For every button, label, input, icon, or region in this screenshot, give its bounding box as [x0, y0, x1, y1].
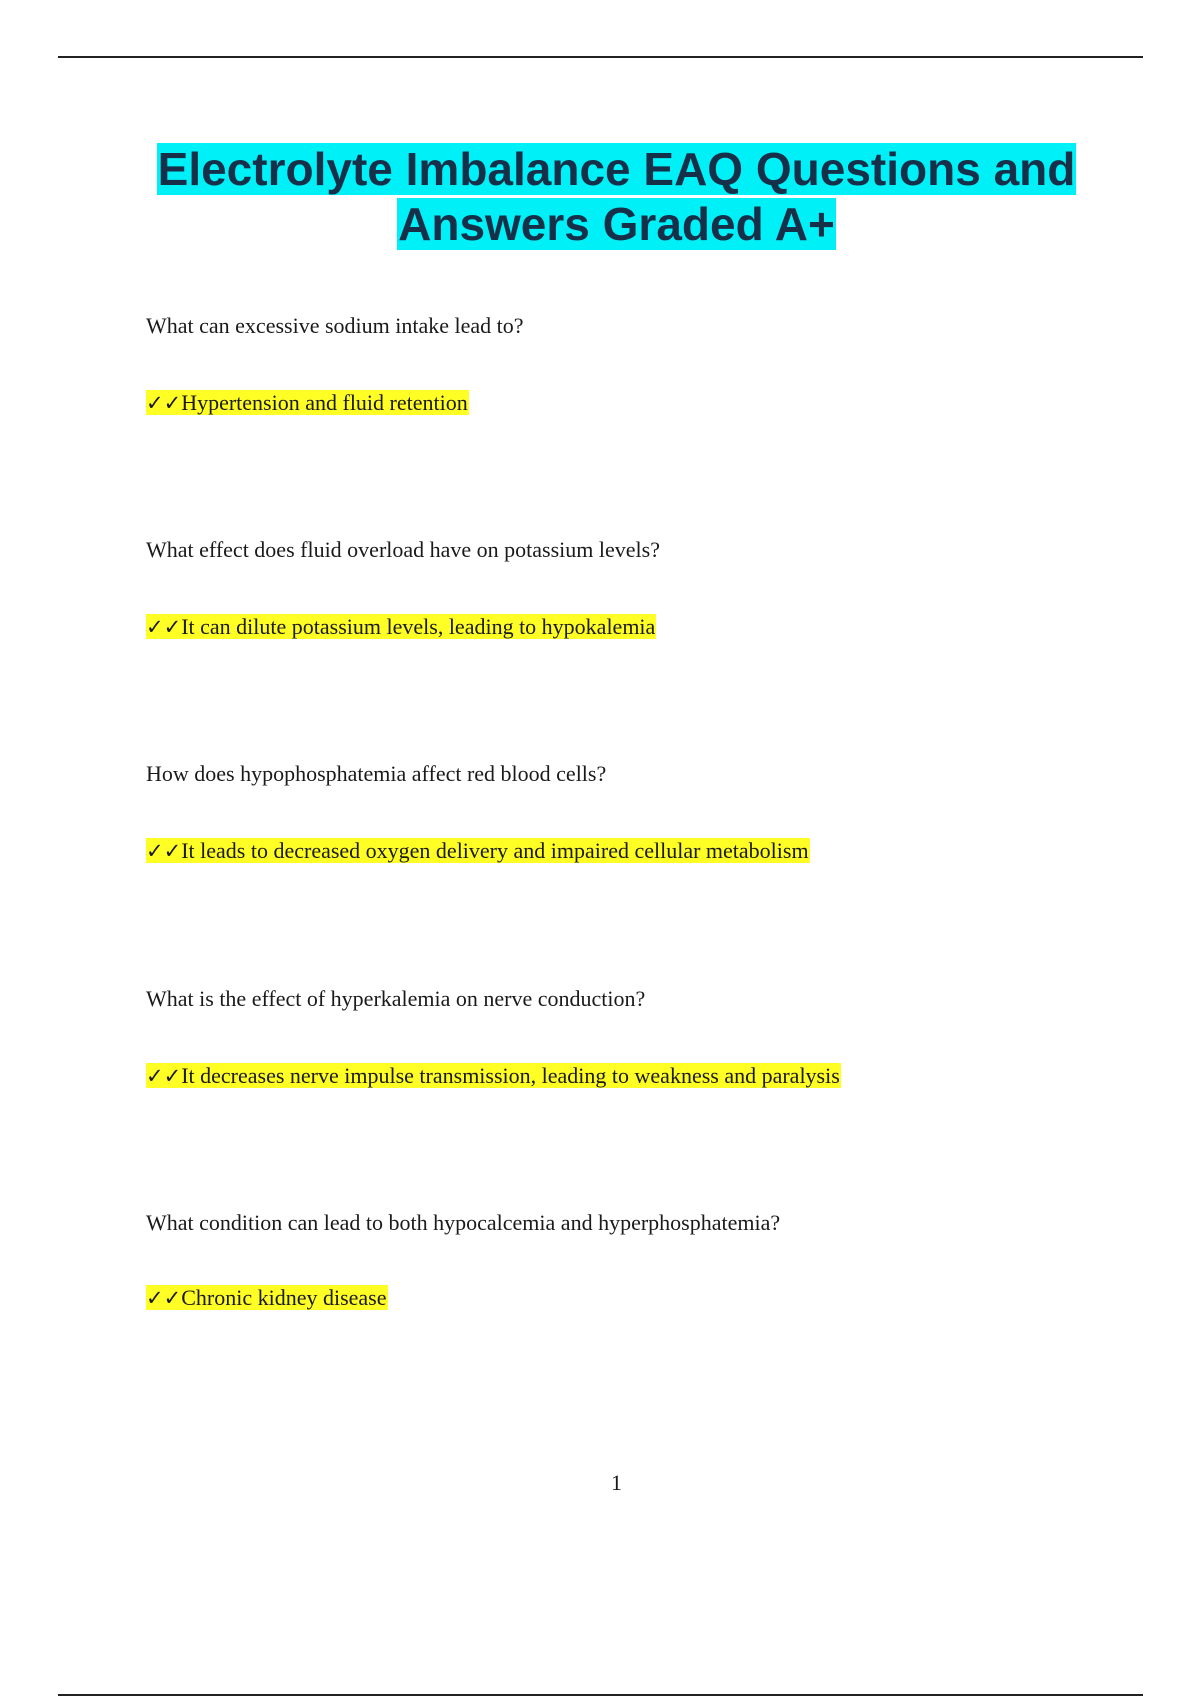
double-check-icon: ✓✓: [146, 615, 182, 639]
document-title-text: Electrolyte Imbalance EAQ Questions and Answers Graded A+: [157, 143, 1076, 250]
answer-highlight: [146, 390, 469, 415]
answer-highlight: [146, 614, 656, 639]
answer-text: Hypertension and fluid retention: [181, 390, 468, 415]
question-text: What can excessive sodium intake lead to?: [146, 313, 524, 338]
answer: [146, 836, 810, 866]
document-title: [60, 142, 1173, 252]
answer-text: It decreases nerve impulse transmission, leading to weakness and paralysis: [181, 1063, 840, 1088]
top-rule: [58, 56, 1143, 58]
double-check-icon: ✓✓: [146, 1064, 182, 1088]
answer-highlight: [146, 838, 810, 863]
answer: [146, 1061, 841, 1091]
answer-highlight: [146, 1285, 388, 1310]
answer-text: It can dilute potassium levels, leading to hypokalemia: [181, 614, 656, 639]
question-text: What condition can lead to both hypocalcemia and hyperphosphatemia?: [146, 1210, 781, 1235]
answer: [146, 612, 656, 642]
answer-text: It leads to decreased oxygen delivery and impaired cellular metabolism: [181, 838, 809, 863]
answer-highlight: [146, 1063, 841, 1088]
question-text: How does hypophosphatemia affect red blood cells?: [146, 761, 607, 786]
question-text: What effect does fluid overload have on potassium levels?: [146, 537, 660, 562]
bottom-rule: [58, 1694, 1143, 1696]
question-text: What is the effect of hyperkalemia on nerve conduction?: [146, 986, 646, 1011]
answer: [146, 388, 469, 418]
double-check-icon: ✓✓: [146, 391, 182, 415]
double-check-icon: ✓✓: [146, 1286, 182, 1310]
double-check-icon: ✓✓: [146, 839, 182, 863]
page-number: 1: [611, 1470, 622, 1495]
answer-text: Chronic kidney disease: [181, 1285, 387, 1310]
answer: [146, 1283, 388, 1313]
